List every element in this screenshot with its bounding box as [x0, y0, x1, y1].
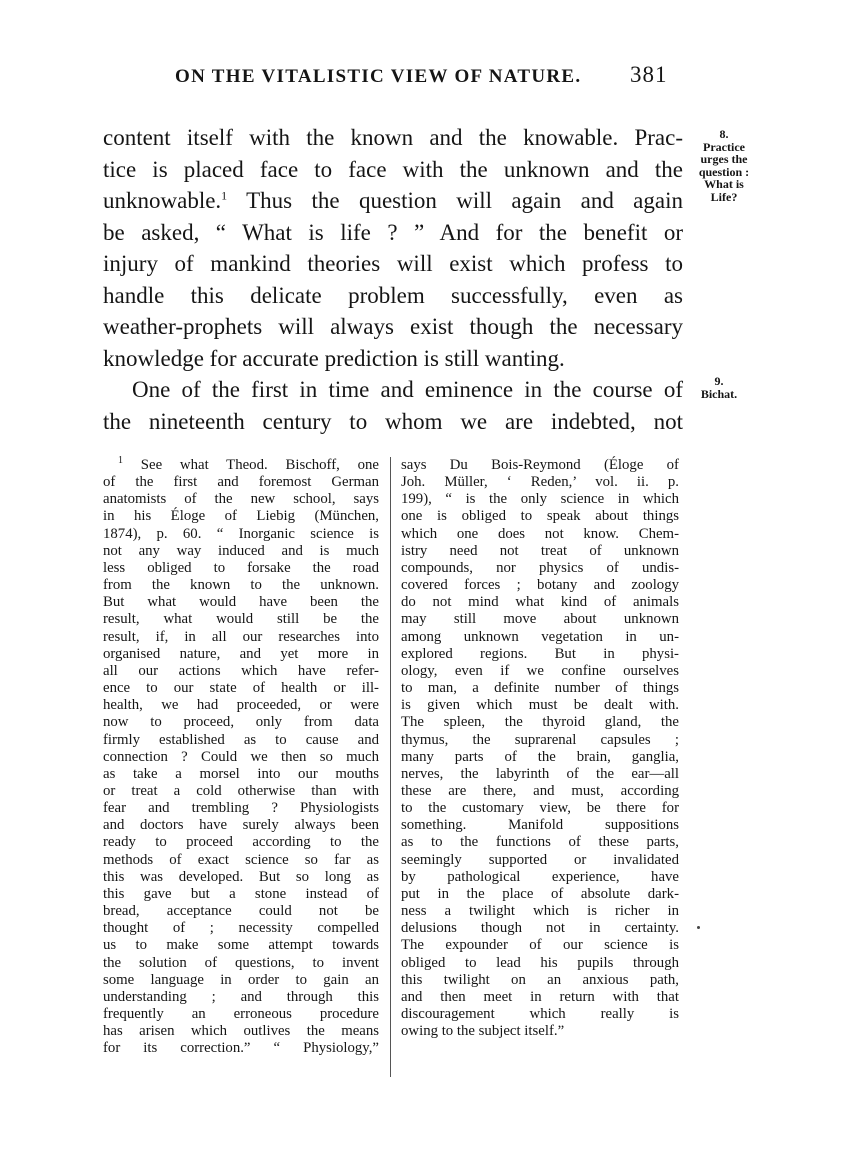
marginal-note-line: urges the — [700, 152, 748, 166]
footnote-line: bread, acceptance could not be — [103, 903, 379, 920]
marginal-note-number: 8. — [719, 127, 729, 141]
footnote-line: in his Éloge of Liebig (München, — [103, 508, 379, 525]
footnote-line: Joh. Müller, ‘ Reden,’ vol. ii. p. — [401, 474, 679, 491]
footnote-reference: 1 — [221, 188, 228, 203]
main-text — [103, 122, 683, 437]
footnote-line: explored regions. But in physi- — [401, 645, 679, 662]
footnote-line: organised nature, and yet more in — [103, 645, 379, 662]
footnote-line: one is obliged to speak about things — [401, 508, 679, 525]
footnote-line: The spleen, the thyroid gland, the — [401, 714, 679, 731]
footnote-line: or treat a cold otherwise than with — [103, 782, 379, 799]
footnote-line: to the customary view, be there for — [401, 800, 679, 817]
footnote-line: istry need not treat of unknown — [401, 542, 679, 559]
footnote-line: nerves, the labyrinth of the ear—all — [401, 765, 679, 782]
page-number: 381 — [630, 62, 668, 87]
main-text-line: knowledge for accurate prediction is still wanting. — [103, 345, 565, 371]
footnote-line: frequently an erroneous procedure — [103, 1006, 379, 1022]
footnote-block — [103, 457, 683, 1087]
footnote-line: thought of ; necessity compelled — [103, 920, 379, 937]
footnote-line: seemingly supported or invalidated — [401, 851, 679, 868]
footnote-line: the solution of questions, to invent — [103, 954, 379, 971]
footnote-line: is given which must be dealt with. — [401, 697, 679, 714]
footnote-line: result, what would still be the — [103, 611, 379, 628]
footnote-line: covered forces ; botany and zoology — [401, 577, 679, 594]
footnote-line: The expounder of our science is — [401, 937, 679, 954]
footnote-line: ence to our state of health or ill- — [103, 680, 379, 697]
footnote-line: ready to proceed according to the — [103, 834, 379, 851]
footnote-line: and doctors have surely always been — [103, 817, 379, 834]
footnote-line: this was developed. But so long as — [103, 868, 379, 885]
footnote-line: these are there, and must, according — [401, 782, 679, 799]
column-divider — [390, 457, 391, 1077]
footnote-left-column — [103, 457, 379, 1057]
marginal-note-line: What is — [704, 177, 744, 191]
footnote-line: says Du Bois-Reymond (Éloge of — [401, 457, 679, 473]
footnote-line: discouragement which really is — [401, 1006, 679, 1022]
footnote-marker: 1 — [118, 455, 123, 467]
main-text-fragment: unknowable. — [103, 188, 222, 213]
main-text-line: weather-prophets will always exist though the necessary — [103, 314, 683, 339]
footnote-line: understanding ; and through this — [103, 988, 379, 1005]
footnote-line: methods of exact science so far as — [103, 851, 379, 868]
footnote-fragment: See what Theod. Bischoff, one — [123, 457, 379, 473]
main-text-line: injury of mankind theories will exist which profess to — [103, 251, 683, 276]
footnote-line: do not mind what kind of animals — [401, 594, 679, 611]
footnote-line: for its correction.” “ Physiology,” — [103, 1040, 379, 1057]
footnote-line: which one does not know. Chem- — [401, 525, 679, 542]
footnote-line: to man, a definite number of things — [401, 680, 679, 697]
footnote-line: of the first and foremost German — [103, 474, 379, 491]
footnote-line: put in the place of absolute dark- — [401, 885, 679, 902]
running-title: ON THE VITALISTIC VIEW OF NATURE. — [175, 66, 582, 87]
main-text-line: tice is placed face to face with the unknown and the — [103, 156, 683, 182]
footnote-right-column — [401, 457, 679, 1040]
footnote-line: may still move about unknown — [401, 611, 679, 628]
footnote-line: something. Manifold suppositions — [401, 817, 679, 834]
footnote-line: among unknown vegetation in un- — [401, 628, 679, 645]
footnote-line: obliged to lead his pupils through — [401, 954, 679, 971]
footnote-line: this twilight on an anxious path, — [401, 971, 679, 988]
footnote-line: from the known to the unknown. — [103, 577, 379, 594]
footnote-line: many parts of the brain, ganglia, — [401, 748, 679, 765]
main-text-line: One of the first in time and eminence in the course of — [132, 377, 683, 402]
print-speck — [697, 926, 700, 929]
footnote-line: as take a morsel into our mouths — [103, 765, 379, 782]
footnote-line: ness a twilight which is richer in — [401, 903, 679, 920]
footnote-line: us to make some attempt towards — [103, 937, 379, 954]
marginal-note-9 — [684, 375, 754, 400]
footnote-line: result, if, in all our researches into — [103, 628, 379, 645]
main-text-line — [103, 185, 683, 217]
main-text-line: the nineteenth century to whom we are indebted, not — [103, 408, 683, 434]
footnote-line: ology, even if we confine ourselves — [401, 662, 679, 679]
footnote-line: not any way induced and is much — [103, 542, 379, 559]
footnote-line: health, we had proceeded, or were — [103, 697, 379, 714]
footnote-line: less obliged to forsake the road — [103, 559, 379, 576]
main-text-fragment: Thus the question will again and again — [227, 188, 683, 213]
footnote-line: by pathological experience, have — [401, 868, 679, 885]
marginal-note-8 — [689, 128, 759, 203]
marginal-note-line: question : — [698, 164, 750, 179]
footnote-line: anatomists of the new school, says — [103, 491, 379, 508]
marginal-note-line: Practice — [703, 139, 745, 154]
footnote-line: has arisen which outlives the means — [103, 1023, 379, 1040]
footnote-line: firmly established as to cause and — [103, 731, 379, 748]
footnote-line: 199), “ is the only science in which — [401, 491, 679, 508]
footnote-line: as to the functions of these parts, — [401, 834, 679, 851]
footnote-line: now to proceed, only from data — [103, 714, 379, 731]
footnote-line: fear and trembling ? Physiologists — [103, 800, 379, 817]
footnote-line: owing to the subject itself.” — [401, 1023, 565, 1040]
marginal-note-number: 9. — [714, 374, 724, 388]
footnote-line: all our actions which have refer- — [103, 662, 379, 679]
marginal-note-line: Life? — [710, 189, 738, 204]
marginal-note-line: Bichat. — [700, 386, 738, 401]
main-text-line: be asked, “ What is life ? ” And for the benefit or — [103, 219, 683, 245]
footnote-line: some language in order to gain an — [103, 971, 379, 988]
footnote-line: But what would have been the — [103, 594, 379, 611]
footnote-line — [103, 457, 379, 474]
main-text-line: content itself with the known and the knowable. Prac- — [103, 125, 683, 150]
footnote-line: 1874), p. 60. “ Inorganic science is — [103, 525, 379, 542]
main-text-line: handle this delicate problem successfully, even as — [103, 282, 683, 308]
footnote-line: delusions though not in certainty. — [401, 920, 679, 937]
footnote-line: and then meet in return with that — [401, 988, 679, 1005]
footnote-line: thymus, the suprarenal capsules ; — [401, 731, 679, 748]
footnote-line: connection ? Could we then so much — [103, 748, 379, 765]
footnote-line: compounds, nor physics of undis- — [401, 559, 679, 576]
footnote-line: this gave but a stone instead of — [103, 885, 379, 902]
